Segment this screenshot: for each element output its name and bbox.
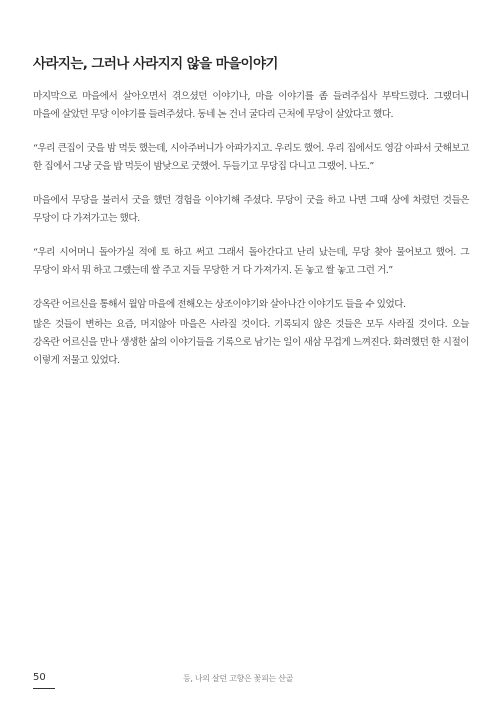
paragraph-ritual: 마을에서 무당을 불러서 굿을 했던 경험을 이야기해 주셨다. 무당이 굿을 하고 나면 그때 상에 차렸던 것들은 무당이 다 가져가고는 했다. (33, 195, 469, 224)
page-footer (33, 672, 469, 702)
paragraph-stories: 강옥란 어르신을 통해서 월암 마을에 전해오는 상조이야기와 살아나간 이야기도 들을 수 있었다. (33, 299, 406, 310)
body-text (33, 88, 469, 386)
paragraph-closing: 많은 것들이 변하는 요즘, 머지않아 마을은 사라질 것이다. 기록되지 않은 것들은 모두 사라질 것이다. 오늘 강옥란 어르신을 만나 생생한 삶의 이야기들을 기록으로 남기는 일이 새삼 무겁게 느껴진다. 화려했던 한 시절이 이렇게 저물고 있었다. (33, 319, 469, 366)
section-title: 사라지는, 그러나 사라지지 않을 마을이야기 (33, 56, 278, 72)
document-page (33, 0, 469, 722)
paragraph-quote-1: “우리 큰집이 굿을 밤 먹듯 했는데, 시아주버니가 아파가지고. 우리도 했어. 우리 집에서도 영감 아파서 굿해보고 한 집에서 그냥 굿을 밥 먹듯이 밤낮으로 굿했어. 두들기고 무당집 다니고 그랬어. 나도.” (33, 143, 469, 172)
paragraph-quote-2: “우리 시어머니 돌아가실 적에 토 하고 써고 그래서 돌아간다고 난리 났는데, 무당 찾아 물어보고 했어. 그 무당이 와서 뭐 하고 그랬는데 쌀 주고 지들 무당한 거 다 가져가지. 돈 놓고 쌀 놓고 그런 거.” (33, 247, 469, 276)
running-title: 등, 나의 살던 고향은 꽃피는 산골 (183, 674, 294, 683)
paragraph-intro: 마지막으로 마을에서 살아오면서 겪으셨던 이야기나, 마을 이야기를 좀 들려주십사 부탁드렸다. 그랬더니 마을에 살았던 무당 이야기를 들려주셨다. 동네 논 건너 굴다리 근처에 무당이 살았다고 했다. (33, 91, 469, 120)
page-number: 50 (33, 672, 46, 683)
page-number-underline (33, 688, 55, 689)
